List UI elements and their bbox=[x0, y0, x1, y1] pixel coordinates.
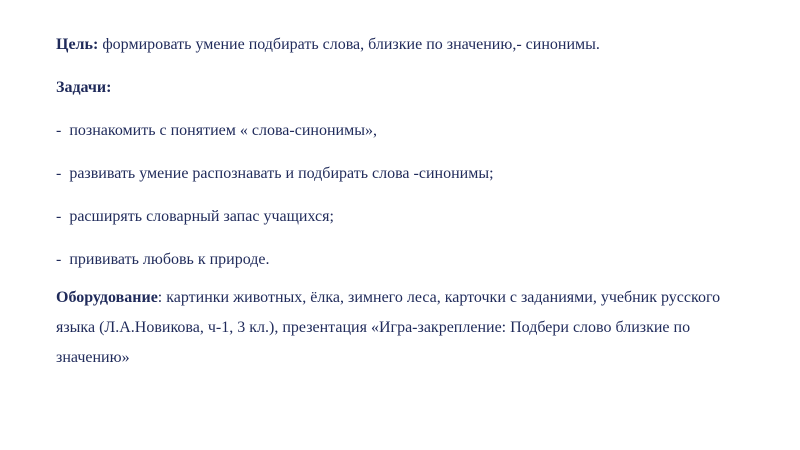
task-bullet: - bbox=[56, 208, 62, 225]
equipment-paragraph bbox=[56, 283, 756, 373]
task-item bbox=[56, 206, 756, 228]
task-bullet: - bbox=[56, 165, 62, 182]
equipment-text: : картинки животных, ёлка, зимнего леса, карточки с заданиями, учебник русского языка (Л.А.Новикова, ч-1, 3 кл.), презентация «Игра-закрепление: Подбери слово близкие по значению» bbox=[56, 289, 721, 366]
tasks-heading: Задачи: bbox=[56, 79, 112, 96]
equipment-label: Оборудование bbox=[56, 289, 158, 306]
task-text: познакомить с понятием « слова-синонимы», bbox=[69, 122, 377, 139]
goal-label: Цель: bbox=[56, 36, 99, 53]
goal-paragraph bbox=[56, 34, 756, 56]
task-text: прививать любовь к природе. bbox=[69, 251, 270, 268]
slide-content bbox=[56, 34, 756, 373]
task-text: расширять словарный запас учащихся; bbox=[69, 208, 334, 225]
goal-text: формировать умение подбирать слова, близкие по значению,- синонимы. bbox=[98, 36, 600, 53]
task-text: развивать умение распознавать и подбирать слова -синонимы; bbox=[69, 165, 494, 182]
task-item bbox=[56, 163, 756, 185]
tasks-list bbox=[56, 120, 756, 271]
task-item bbox=[56, 249, 756, 271]
task-bullet: - bbox=[56, 251, 62, 268]
task-item bbox=[56, 120, 756, 142]
task-bullet: - bbox=[56, 122, 62, 139]
